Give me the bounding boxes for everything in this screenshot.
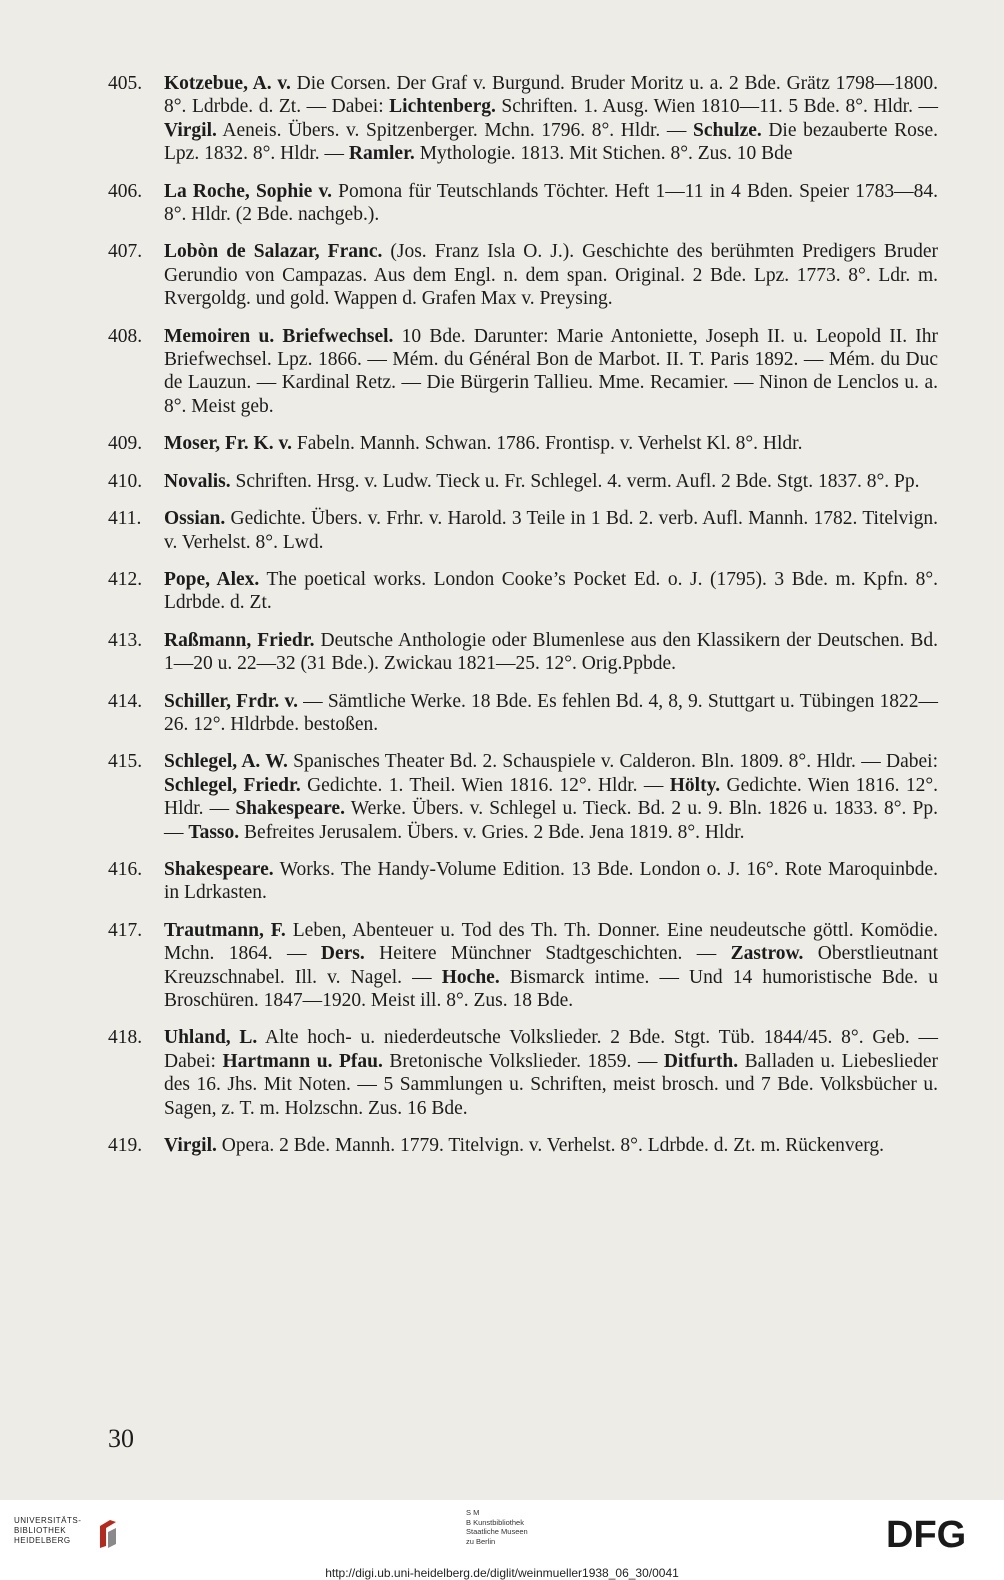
entry-text: Schriften. 1. Ausg. Wien 1810—11. 5 Bde. 8°. Hldr. —	[495, 96, 938, 118]
catalog-entry	[108, 919, 938, 1013]
catalog-entry	[108, 629, 938, 676]
entry-author: Hölty.	[669, 774, 721, 796]
entry-number: 415.	[108, 751, 143, 773]
entry-text: Mythologie. 1813. Mit Stichen. 8°. Zus. 10 Bde	[414, 143, 793, 165]
catalog-entry	[108, 1026, 938, 1120]
entry-author: Pope, Alex.	[164, 568, 260, 590]
entry-author: Memoiren u. Briefwechsel.	[164, 325, 394, 347]
entry-author: Ditfurth.	[663, 1050, 739, 1072]
credit-line: B Kunstbibliothek	[466, 1517, 524, 1527]
entry-text: Bretonische Volkslieder. 1859. —	[382, 1050, 664, 1072]
entry-text: Opera. 2 Bde. Mannh. 1779. Titelvign. v. Verhelst. 8°. Ldrbde. d. Zt. m. Rückenverg.	[216, 1135, 885, 1157]
catalog-entry	[108, 72, 938, 166]
dfg-logo-text: DFG	[886, 1514, 967, 1554]
catalog-entries	[108, 72, 938, 1171]
entry-author: Virgil.	[164, 1135, 217, 1157]
university-name-line: HEIDELBERG	[14, 1536, 71, 1545]
entry-author: Schlegel, A. W.	[164, 751, 288, 773]
entry-author: Moser, Fr. K. v.	[164, 433, 293, 455]
entry-number: 416.	[108, 858, 143, 880]
catalog-entry	[108, 690, 938, 737]
entry-author: Kotzebue, A. v.	[164, 73, 291, 94]
entry-text: Die Corsen. Der Graf v. Burgund. Bruder Moritz u. a. 2 Bde. Grätz 1798—1800. 8°. Ldrbde. d. Zt. — Dabei:	[164, 73, 939, 118]
source-url[interactable]: http://digi.ub.uni-heidelberg.de/diglit/weinmueller1938_06_30/0041	[325, 1566, 679, 1580]
credit-line: S M	[466, 1508, 480, 1517]
entry-text: Aeneis. Übers. v. Spitzenberger. Mchn. 1796. 8°. Hldr. —	[216, 119, 693, 141]
entry-text: Bismarck intime. — Und 14 humoristische Bde. u Broschüren. 1847—1920. Meist ill. 8°. Zus. 18 Bde.	[164, 966, 938, 1011]
entry-number: 412.	[108, 568, 143, 590]
entry-number: 413.	[108, 629, 143, 651]
entry-text: Gedichte. Übers. v. Frhr. v. Harold. 3 Teile in 1 Bd. 2. verb. Aufl. Mannh. 1782. Titelvign. v. Verhelst. 8°. Lwd.	[164, 508, 938, 553]
catalog-entry	[108, 1134, 938, 1157]
catalog-entry	[108, 240, 938, 310]
entry-author: Hoche.	[441, 966, 500, 988]
university-name-line: UNIVERSITÄTS-	[14, 1516, 82, 1525]
entry-text: Schriften. Hrsg. v. Ludw. Tieck u. Fr. Schlegel. 4. verm. Aufl. 2 Bde. Stgt. 1837. 8°. Pp.	[230, 470, 920, 492]
entry-author: Shakespeare.	[164, 858, 274, 880]
entry-author: Virgil.	[164, 119, 217, 141]
entry-text: Leben, Abenteuer u. Tod des Th. Th. Donner. Eine neudeutsche göttl. Komödie. Mchn. 1864. —	[164, 919, 939, 965]
catalog-entry	[108, 470, 938, 493]
entry-number: 410.	[108, 470, 143, 492]
entry-author: Tasso.	[188, 821, 240, 843]
entry-text: Works. The Handy-Volume Edition. 13 Bde. London o. J. 16°. Rote Maroquinbde. in Ldrkasten.	[164, 858, 938, 904]
entry-number: 419.	[108, 1135, 143, 1157]
entry-text: (Jos. Franz Isla O. J.). Geschichte des berühmten Predigers Bruder Gerundio von Campazas. Aus dem Engl. n. dem span. Original. 2 Bde. Lpz. 1773. 8°. Ldr. m. Rvergoldg. und gold. Wappen d. Grafen Max v. Preysing.	[164, 241, 938, 310]
footer	[0, 1500, 1004, 1580]
entry-text: Spanisches Theater Bd. 2. Schauspiele v. Calderon. Bln. 1809. 8°. Hldr. — Dabei:	[287, 751, 938, 773]
credit-line: Staatliche Museen	[466, 1527, 528, 1536]
entry-text: Die bezauberte Rose. Lpz. 1832. 8°. Hldr. —	[164, 119, 938, 165]
entry-number: 411.	[108, 508, 142, 530]
entry-author: Schiller, Frdr. v.	[164, 690, 299, 712]
page-number: 30	[108, 1424, 134, 1453]
university-name	[14, 1516, 92, 1546]
entry-number: 407.	[108, 241, 143, 263]
catalog-entry	[108, 568, 938, 615]
entry-author: Uhland, L.	[164, 1027, 258, 1049]
entry-text: Heitere Münchner Stadtgeschichten. —	[364, 943, 731, 965]
catalog-entry	[108, 507, 938, 554]
entry-number: 409.	[108, 433, 143, 455]
entry-text: 10 Bde. Darunter: Marie Antoniette, Joseph II. u. Leopold II. Ihr Briefwechsel. Lpz. 1866. — Mém. du Général Bon de Marbot. II. T. Paris 1892. — Mém. du Duc de Lauzun. — Kardinal Retz. — Die Bürgerin Tallieu. Mme. Recamier. — Ninon de Lenclos u. a. 8°. Meist geb.	[164, 325, 939, 417]
entry-number: 408.	[108, 325, 143, 347]
entry-author: Trautmann, F.	[164, 919, 286, 941]
entry-author: La Roche, Sophie v.	[164, 180, 333, 202]
catalog-entry	[108, 858, 938, 905]
dfg-logo[interactable]	[884, 1514, 984, 1554]
catalog-entry	[108, 180, 938, 227]
entry-author: Ders.	[320, 943, 365, 965]
entry-number: 414.	[108, 690, 143, 712]
entry-number: 405.	[108, 73, 143, 94]
entry-number: 406.	[108, 180, 143, 202]
entry-text: Oberstlieutnant Kreuzschnabel. Ill. v. Nagel. —	[164, 943, 938, 988]
entry-text: Gedichte. Wien 1816. 12°. Hldr. —	[164, 774, 939, 820]
entry-author: Schlegel, Friedr.	[164, 774, 301, 796]
catalog-entry	[108, 325, 938, 419]
entry-number: 418.	[108, 1027, 143, 1049]
entry-text: Pomona für Teutschlands Töchter. Heft 1—11 in 4 Bden. Speier 1783—84. 8°. Hldr. (2 Bde. nachgeb.).	[164, 180, 939, 226]
entry-text: The poetical works. London Cooke’s Pocket Ed. o. J. (1795). 3 Bde. m. Kpfn. 8°. Ldrbde. d. Zt.	[164, 568, 938, 614]
university-emblem-icon	[96, 1518, 120, 1552]
entry-author: Raßmann, Friedr.	[164, 629, 315, 651]
entry-author: Shakespeare.	[235, 798, 345, 820]
catalog-entry	[108, 750, 938, 844]
entry-author: Novalis.	[164, 470, 231, 492]
credit-line: zu Berlin	[466, 1536, 496, 1546]
entry-author: Ramler.	[348, 143, 415, 165]
entry-author: Lobòn de Salazar, Franc.	[164, 241, 383, 263]
entry-author: Schulze.	[692, 119, 762, 141]
entry-text: Fabeln. Mannh. Schwan. 1786. Frontisp. v. Verhelst Kl. 8°. Hldr.	[292, 433, 803, 455]
kunstbibliothek-credit	[466, 1508, 606, 1546]
entry-text: Alte hoch- u. niederdeutsche Volkslieder. 2 Bde. Stgt. Tüb. 1844/45. 8°. Geb. — Dabei:	[164, 1027, 938, 1072]
entry-text: Werke. Übers. v. Schlegel u. Tieck. Bd. 2 u. 9. Bln. 1826 u. 1833. 8°. Pp. —	[164, 798, 938, 843]
university-name-line: BIBLIOTHEK	[14, 1526, 67, 1535]
entry-author: Lichtenberg.	[389, 96, 496, 118]
entry-author: Zastrow.	[730, 943, 804, 965]
entry-number: 417.	[108, 919, 143, 941]
entry-text: Balladen u. Liebeslieder des 16. Jhs. Mit Noten. — 5 Sammlungen u. Schriften, meist brosch. und 7 Bde. Volksbücher u. Sagen, z. T. m. Holzschn. Zus. 16 Bde.	[164, 1050, 938, 1119]
entry-text: Gedichte. 1. Theil. Wien 1816. 12°. Hldr. —	[300, 774, 670, 796]
entry-author: Ossian.	[164, 508, 226, 530]
entry-author: Hartmann u. Pfau.	[222, 1050, 383, 1072]
entry-text: Befreites Jerusalem. Übers. v. Gries. 2 Bde. Jena 1819. 8°. Hldr.	[239, 821, 745, 843]
entry-text: Deutsche Anthologie oder Blumenlese aus den Klassikern der Deutschen. Bd. 1—20 u. 22—32 (31 Bde.). Zwickau 1821—25. 12°. Orig.Ppbde.	[164, 629, 938, 675]
entry-text: — Sämtliche Werke. 18 Bde. Es fehlen Bd. 4, 8, 9. Stuttgart u. Tübingen 1822—26. 12°. Hldrbde. bestoßen.	[164, 690, 938, 735]
university-library-logo[interactable]	[14, 1516, 124, 1556]
catalog-entry	[108, 432, 938, 455]
